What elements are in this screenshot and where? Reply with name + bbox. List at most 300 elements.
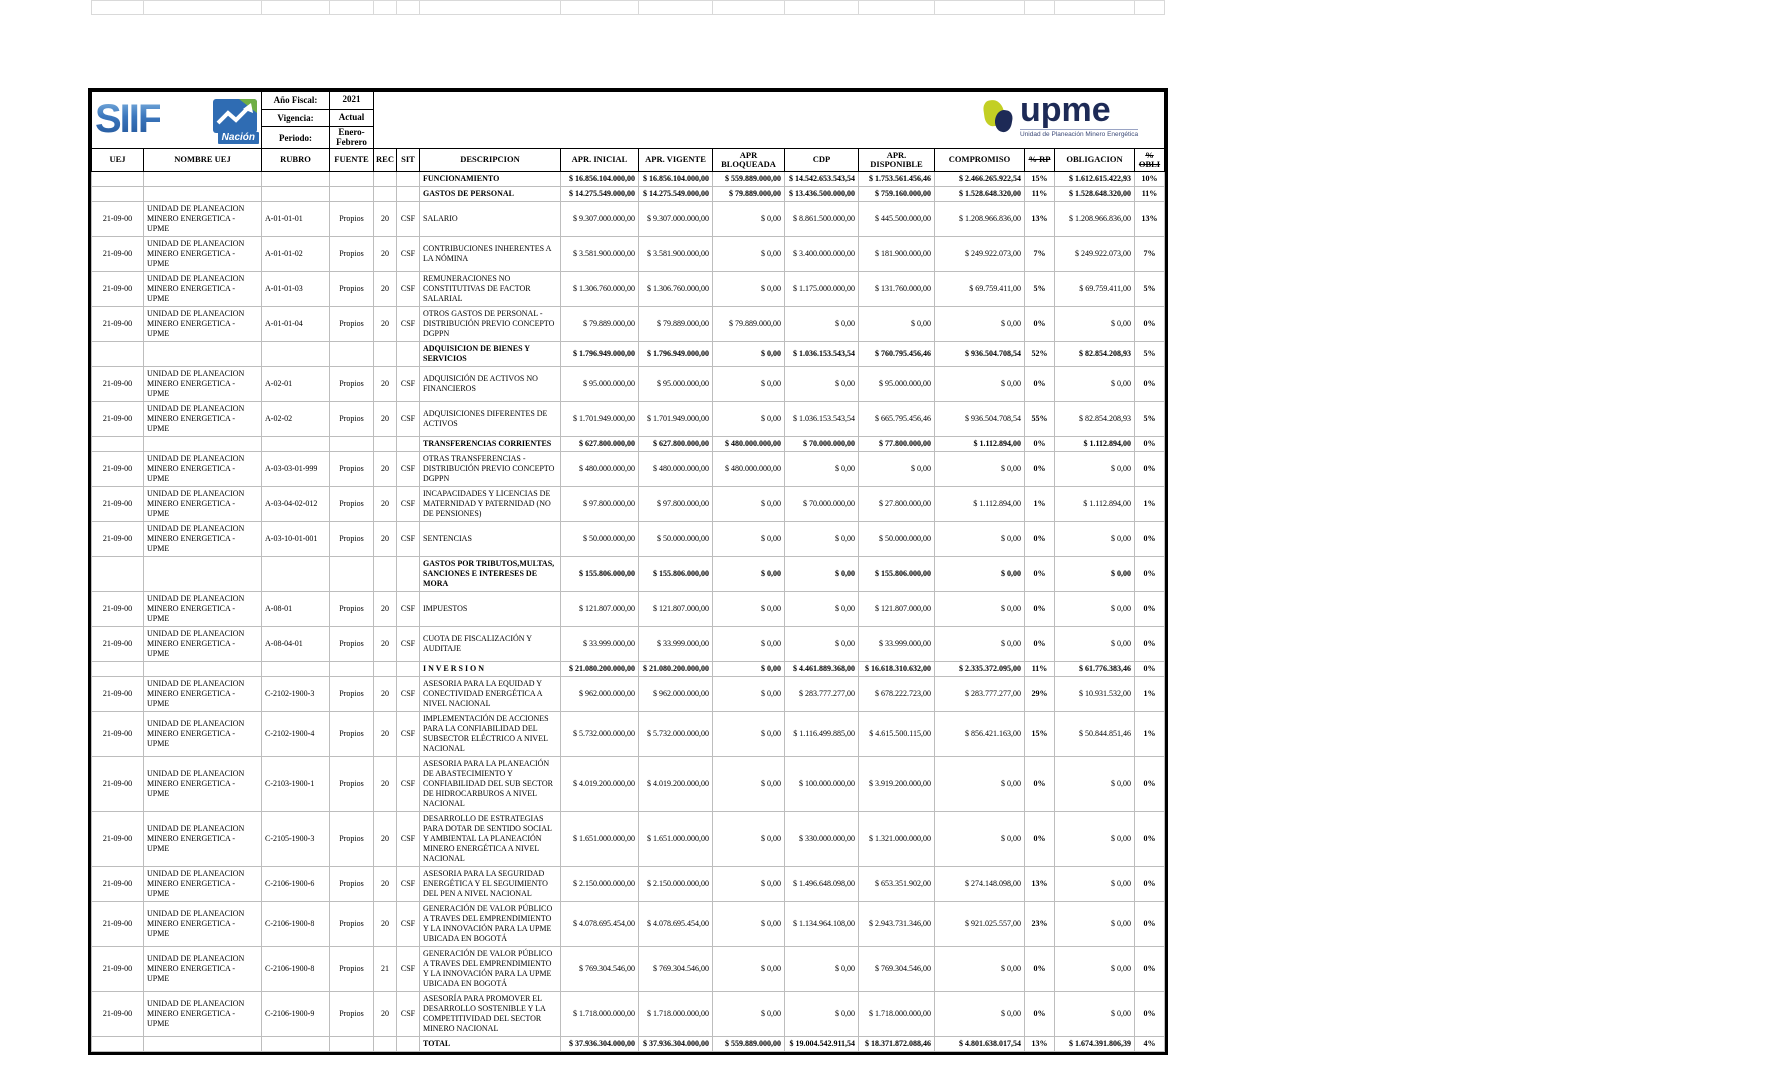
cell-pct-obli: 0% — [1135, 556, 1165, 591]
cell-descripcion: CONTRIBUCIONES INHERENTES A LA NÓMINA — [420, 236, 561, 271]
table-row — [92, 236, 1165, 271]
cell-apr-vigente: $ 21.080.200.000,00 — [639, 661, 713, 676]
cell-fuente: Propios — [330, 486, 374, 521]
column-header-nombre-uej: NOMBRE UEJ — [144, 149, 262, 172]
cell-cdp: $ 1.036.153.543,54 — [785, 341, 859, 366]
cell-descripcion: ASESORÍA PARA PROMOVER EL DESARROLLO SOSTENIBLE Y LA COMPETITIVIDAD DEL SECTOR MINERO NACIONAL — [420, 991, 561, 1036]
cell-descripcion: SALARIO — [420, 201, 561, 236]
cell-compromiso: $ 274.148.098,00 — [935, 866, 1025, 901]
cell-apr-inicial: $ 769.304.546,00 — [561, 946, 639, 991]
cell-fuente — [330, 661, 374, 676]
cell-apr-vigente: $ 9.307.000.000,00 — [639, 201, 713, 236]
cell-uej: 21-09-00 — [92, 366, 144, 401]
cell-apr-bloqueada: $ 0,00 — [713, 626, 785, 661]
cell-cdp: $ 1.496.648.098,00 — [785, 866, 859, 901]
cell-apr-disponible: $ 95.000.000,00 — [859, 366, 935, 401]
cell-pct-rp: 5% — [1025, 271, 1055, 306]
cell-apr-bloqueada: $ 0,00 — [713, 661, 785, 676]
cell-obligacion: $ 0,00 — [1055, 991, 1135, 1036]
column-header-obligacion: OBLIGACION — [1055, 149, 1135, 172]
cell-compromiso: $ 921.025.557,00 — [935, 901, 1025, 946]
cell-descripcion: GENERACIÓN DE VALOR PÚBLICO A TRAVES DEL EMPRENDIMIENTO Y LA INNOVACIÓN PARA LA UPME UBICADA EN BOGOTÁ — [420, 946, 561, 991]
table-row — [92, 591, 1165, 626]
empty-cell — [144, 1, 262, 15]
cell-apr-bloqueada: $ 559.889.000,00 — [713, 171, 785, 186]
cell-descripcion: GASTOS POR TRIBUTOS,MULTAS, SANCIONES E INTERESES DE MORA — [420, 556, 561, 591]
cell-rubro: C-2102-1900-4 — [262, 711, 330, 756]
empty-cell — [330, 1, 374, 15]
cell-rec: 20 — [374, 711, 397, 756]
empty-grid-row — [91, 0, 1165, 15]
cell-pct-rp: 0% — [1025, 811, 1055, 866]
cell-nombre-uej: UNIDAD DE PLANEACION MINERO ENERGETICA - UPME — [144, 521, 262, 556]
cell-pct-rp: 11% — [1025, 186, 1055, 201]
cell-rec — [374, 661, 397, 676]
cell-apr-disponible: $ 759.160.000,00 — [859, 186, 935, 201]
column-header-apr-inicial: APR. INICIAL — [561, 149, 639, 172]
cell-apr-disponible: $ 181.900.000,00 — [859, 236, 935, 271]
cell-apr-inicial: $ 97.800.000,00 — [561, 486, 639, 521]
cell-pct-rp: 15% — [1025, 711, 1055, 756]
cell-rubro: A-02-01 — [262, 366, 330, 401]
table-row — [92, 341, 1165, 366]
cell-apr-vigente: $ 480.000.000,00 — [639, 451, 713, 486]
periodo-value: Enero-Febrero — [330, 127, 374, 149]
cell-compromiso: $ 4.801.638.017,54 — [935, 1036, 1025, 1051]
cell-apr-disponible: $ 760.795.456,46 — [859, 341, 935, 366]
cell-cdp: $ 0,00 — [785, 521, 859, 556]
table-row — [92, 366, 1165, 401]
cell-cdp: $ 100.000.000,00 — [785, 756, 859, 811]
siif-logo-subtext: Nación — [218, 132, 259, 144]
cell-obligacion: $ 0,00 — [1055, 811, 1135, 866]
cell-cdp: $ 4.461.889.368,00 — [785, 661, 859, 676]
cell-cdp: $ 330.000.000,00 — [785, 811, 859, 866]
cell-rec: 20 — [374, 676, 397, 711]
cell-descripcion: OTRAS TRANSFERENCIAS - DISTRIBUCIÓN PREVIO CONCEPTO DGPPN — [420, 451, 561, 486]
cell-obligacion: $ 61.776.383,46 — [1055, 661, 1135, 676]
cell-pct-obli: 1% — [1135, 676, 1165, 711]
cell-cdp: $ 0,00 — [785, 451, 859, 486]
cell-fuente — [330, 171, 374, 186]
column-header-rec: REC — [374, 149, 397, 172]
cell-descripcion: IMPUESTOS — [420, 591, 561, 626]
cell-compromiso: $ 0,00 — [935, 811, 1025, 866]
cell-cdp: $ 0,00 — [785, 366, 859, 401]
cell-fuente: Propios — [330, 401, 374, 436]
cell-apr-bloqueada: $ 0,00 — [713, 236, 785, 271]
cell-pct-obli: 0% — [1135, 756, 1165, 811]
cell-fuente: Propios — [330, 946, 374, 991]
empty-cell — [785, 1, 859, 15]
cell-cdp: $ 14.542.653.543,54 — [785, 171, 859, 186]
cell-nombre-uej: UNIDAD DE PLANEACION MINERO ENERGETICA - UPME — [144, 811, 262, 866]
cell-pct-obli: 0% — [1135, 811, 1165, 866]
cell-cdp: $ 1.134.964.108,00 — [785, 901, 859, 946]
cell-nombre-uej: UNIDAD DE PLANEACION MINERO ENERGETICA - UPME — [144, 236, 262, 271]
cell-apr-inicial: $ 1.718.000.000,00 — [561, 991, 639, 1036]
cell-compromiso: $ 0,00 — [935, 306, 1025, 341]
cell-compromiso: $ 1.528.648.320,00 — [935, 186, 1025, 201]
cell-fuente: Propios — [330, 756, 374, 811]
cell-descripcion: INCAPACIDADES Y LICENCIAS DE MATERNIDAD Y PATERNIDAD (NO DE PENSIONES) — [420, 486, 561, 521]
cell-fuente: Propios — [330, 591, 374, 626]
cell-apr-inicial: $ 37.936.304.000,00 — [561, 1036, 639, 1051]
cell-apr-vigente: $ 4.019.200.000,00 — [639, 756, 713, 811]
cell-pct-obli: 5% — [1135, 401, 1165, 436]
cell-sit: CSF — [397, 676, 420, 711]
cell-apr-inicial: $ 4.078.695.454,00 — [561, 901, 639, 946]
cell-pct-obli: 4% — [1135, 1036, 1165, 1051]
cell-uej: 21-09-00 — [92, 451, 144, 486]
vigencia-label: Vigencia: — [262, 109, 330, 127]
cell-compromiso: $ 936.504.708,54 — [935, 341, 1025, 366]
cell-uej: 21-09-00 — [92, 991, 144, 1036]
cell-apr-bloqueada: $ 0,00 — [713, 946, 785, 991]
cell-pct-obli: 0% — [1135, 661, 1165, 676]
cell-pct-rp: 7% — [1025, 236, 1055, 271]
cell-pct-rp: 0% — [1025, 991, 1055, 1036]
cell-apr-vigente: $ 1.718.000.000,00 — [639, 991, 713, 1036]
cell-sit — [397, 341, 420, 366]
cell-fuente: Propios — [330, 366, 374, 401]
cell-apr-bloqueada: $ 0,00 — [713, 811, 785, 866]
cell-rubro — [262, 186, 330, 201]
cell-uej — [92, 341, 144, 366]
cell-compromiso: $ 0,00 — [935, 521, 1025, 556]
cell-rubro: A-03-03-01-999 — [262, 451, 330, 486]
cell-uej: 21-09-00 — [92, 626, 144, 661]
cell-rubro: C-2106-1900-8 — [262, 946, 330, 991]
cell-apr-bloqueada: $ 480.000.000,00 — [713, 451, 785, 486]
cell-apr-bloqueada: $ 0,00 — [713, 341, 785, 366]
vigencia-value: Actual — [330, 109, 374, 127]
cell-rec: 20 — [374, 991, 397, 1036]
cell-compromiso: $ 0,00 — [935, 591, 1025, 626]
table-row — [92, 186, 1165, 201]
cell-apr-vigente: $ 4.078.695.454,00 — [639, 901, 713, 946]
cell-apr-bloqueada: $ 0,00 — [713, 366, 785, 401]
cell-apr-vigente: $ 1.306.760.000,00 — [639, 271, 713, 306]
cell-compromiso: $ 0,00 — [935, 991, 1025, 1036]
cell-uej — [92, 171, 144, 186]
siif-nacion-logo — [93, 96, 261, 146]
cell-apr-vigente: $ 33.999.000,00 — [639, 626, 713, 661]
cell-compromiso: $ 249.922.073,00 — [935, 236, 1025, 271]
cell-apr-disponible: $ 678.222.723,00 — [859, 676, 935, 711]
cell-rubro: C-2106-1900-9 — [262, 991, 330, 1036]
table-row — [92, 866, 1165, 901]
cell-pct-obli: 0% — [1135, 901, 1165, 946]
cell-rubro: C-2106-1900-8 — [262, 901, 330, 946]
cell-obligacion: $ 0,00 — [1055, 366, 1135, 401]
cell-uej: 21-09-00 — [92, 756, 144, 811]
siif-logo-text: SIIF — [95, 94, 160, 144]
cell-pct-obli: 0% — [1135, 866, 1165, 901]
cell-cdp: $ 0,00 — [785, 946, 859, 991]
cell-rubro: A-08-04-01 — [262, 626, 330, 661]
cell-sit — [397, 661, 420, 676]
cell-pct-rp: 23% — [1025, 901, 1055, 946]
cell-obligacion: $ 0,00 — [1055, 946, 1135, 991]
cell-descripcion: GASTOS DE PERSONAL — [420, 186, 561, 201]
column-header-cdp: CDP — [785, 149, 859, 172]
cell-apr-inicial: $ 50.000.000,00 — [561, 521, 639, 556]
empty-cell — [713, 1, 785, 15]
cell-rubro: C-2105-1900-3 — [262, 811, 330, 866]
cell-descripcion: ASESORIA PARA LA PLANEACIÓN DE ABASTECIMIENTO Y CONFIABILIDAD DEL SUB SECTOR DE HIDROCARBUROS A NIVEL NACIONAL — [420, 756, 561, 811]
table-row — [92, 901, 1165, 946]
cell-cdp: $ 1.116.499.885,00 — [785, 711, 859, 756]
cell-compromiso: $ 1.208.966.836,00 — [935, 201, 1025, 236]
cell-obligacion: $ 0,00 — [1055, 591, 1135, 626]
cell-pct-rp: 0% — [1025, 451, 1055, 486]
cell-cdp: $ 1.175.000.000,00 — [785, 271, 859, 306]
cell-pct-rp: 0% — [1025, 756, 1055, 811]
cell-descripcion: TRANSFERENCIAS CORRIENTES — [420, 436, 561, 451]
cell-uej: 21-09-00 — [92, 236, 144, 271]
cell-apr-disponible: $ 121.807.000,00 — [859, 591, 935, 626]
empty-cell — [397, 1, 420, 15]
column-header-apr-bloqueada: APR BLOQUEADA — [713, 149, 785, 172]
cell-nombre-uej: UNIDAD DE PLANEACION MINERO ENERGETICA - UPME — [144, 201, 262, 236]
table-row — [92, 436, 1165, 451]
cell-pct-rp: 0% — [1025, 306, 1055, 341]
cell-rubro: A-03-10-01-001 — [262, 521, 330, 556]
cell-apr-bloqueada: $ 0,00 — [713, 556, 785, 591]
cell-pct-rp: 13% — [1025, 866, 1055, 901]
ano-fiscal-value: 2021 — [330, 92, 374, 110]
siif-chart-icon — [213, 99, 257, 133]
empty-cell — [1135, 1, 1165, 15]
table-row — [92, 521, 1165, 556]
cell-apr-vigente: $ 1.651.000.000,00 — [639, 811, 713, 866]
cell-uej: 21-09-00 — [92, 271, 144, 306]
cell-rec — [374, 171, 397, 186]
cell-rec: 20 — [374, 866, 397, 901]
cell-cdp: $ 0,00 — [785, 991, 859, 1036]
cell-sit: CSF — [397, 591, 420, 626]
cell-apr-bloqueada: $ 480.000.000,00 — [713, 436, 785, 451]
cell-apr-vigente: $ 1.701.949.000,00 — [639, 401, 713, 436]
cell-apr-inicial: $ 121.807.000,00 — [561, 591, 639, 626]
cell-cdp: $ 70.000.000,00 — [785, 436, 859, 451]
cell-apr-bloqueada: $ 0,00 — [713, 401, 785, 436]
cell-nombre-uej — [144, 341, 262, 366]
cell-apr-inicial: $ 21.080.200.000,00 — [561, 661, 639, 676]
cell-sit: CSF — [397, 271, 420, 306]
cell-sit: CSF — [397, 201, 420, 236]
cell-rubro — [262, 1036, 330, 1051]
cell-obligacion: $ 0,00 — [1055, 901, 1135, 946]
cell-compromiso: $ 1.112.894,00 — [935, 436, 1025, 451]
cell-nombre-uej: UNIDAD DE PLANEACION MINERO ENERGETICA - UPME — [144, 991, 262, 1036]
cell-descripcion: GENERACIÓN DE VALOR PÚBLICO A TRAVES DEL EMPRENDIMIENTO Y LA INNOVACIÓN PARA LA UPME UBICADA EN BOGOTÁ — [420, 901, 561, 946]
cell-obligacion: $ 1.612.615.422,93 — [1055, 171, 1135, 186]
cell-uej — [92, 661, 144, 676]
cell-nombre-uej: UNIDAD DE PLANEACION MINERO ENERGETICA - UPME — [144, 401, 262, 436]
cell-obligacion: $ 0,00 — [1055, 521, 1135, 556]
cell-apr-disponible: $ 0,00 — [859, 306, 935, 341]
cell-sit: CSF — [397, 306, 420, 341]
cell-apr-vigente: $ 16.856.104.000,00 — [639, 171, 713, 186]
cell-obligacion: $ 1.674.391.806,39 — [1055, 1036, 1135, 1051]
cell-apr-inicial: $ 962.000.000,00 — [561, 676, 639, 711]
cell-cdp: $ 19.004.542.911,54 — [785, 1036, 859, 1051]
table-row — [92, 556, 1165, 591]
cell-fuente — [330, 436, 374, 451]
cell-pct-obli: 0% — [1135, 591, 1165, 626]
cell-apr-bloqueada: $ 0,00 — [713, 901, 785, 946]
cell-uej — [92, 1036, 144, 1051]
cell-cdp: $ 8.861.500.000,00 — [785, 201, 859, 236]
cell-nombre-uej: UNIDAD DE PLANEACION MINERO ENERGETICA - UPME — [144, 486, 262, 521]
cell-apr-bloqueada: $ 0,00 — [713, 756, 785, 811]
cell-rec: 20 — [374, 401, 397, 436]
cell-nombre-uej: UNIDAD DE PLANEACION MINERO ENERGETICA - UPME — [144, 626, 262, 661]
cell-obligacion: $ 0,00 — [1055, 556, 1135, 591]
cell-apr-disponible: $ 1.321.000.000,00 — [859, 811, 935, 866]
cell-apr-disponible: $ 769.304.546,00 — [859, 946, 935, 991]
cell-pct-rp: 55% — [1025, 401, 1055, 436]
cell-apr-inicial: $ 627.800.000,00 — [561, 436, 639, 451]
cell-descripcion: OTROS GASTOS DE PERSONAL - DISTRIBUCIÓN PREVIO CONCEPTO DGPPN — [420, 306, 561, 341]
table-row — [92, 756, 1165, 811]
cell-apr-inicial: $ 1.796.949.000,00 — [561, 341, 639, 366]
cell-pct-obli: 5% — [1135, 341, 1165, 366]
cell-fuente: Propios — [330, 866, 374, 901]
cell-obligacion: $ 1.112.894,00 — [1055, 436, 1135, 451]
cell-rec: 20 — [374, 201, 397, 236]
cell-apr-disponible: $ 18.371.872.088,46 — [859, 1036, 935, 1051]
cell-compromiso: $ 2.335.372.095,00 — [935, 661, 1025, 676]
table-row — [92, 486, 1165, 521]
cell-fuente: Propios — [330, 306, 374, 341]
cell-rubro: A-01-01-01 — [262, 201, 330, 236]
cell-apr-vigente: $ 121.807.000,00 — [639, 591, 713, 626]
cell-pct-obli: 0% — [1135, 991, 1165, 1036]
cell-apr-vigente: $ 627.800.000,00 — [639, 436, 713, 451]
cell-rubro: A-08-01 — [262, 591, 330, 626]
cell-apr-disponible: $ 77.800.000,00 — [859, 436, 935, 451]
cell-fuente: Propios — [330, 991, 374, 1036]
cell-descripcion: TOTAL — [420, 1036, 561, 1051]
cell-pct-rp: 0% — [1025, 591, 1055, 626]
cell-fuente — [330, 1036, 374, 1051]
cell-obligacion: $ 249.922.073,00 — [1055, 236, 1135, 271]
cell-rec: 20 — [374, 811, 397, 866]
cell-nombre-uej: UNIDAD DE PLANEACION MINERO ENERGETICA - UPME — [144, 306, 262, 341]
cell-pct-rp: 0% — [1025, 521, 1055, 556]
cell-obligacion: $ 82.854.208,93 — [1055, 341, 1135, 366]
cell-pct-obli: 0% — [1135, 946, 1165, 991]
cell-apr-inicial: $ 9.307.000.000,00 — [561, 201, 639, 236]
cell-rubro — [262, 661, 330, 676]
cell-uej: 21-09-00 — [92, 711, 144, 756]
column-header-sit: SIT — [397, 149, 420, 172]
cell-sit: CSF — [397, 626, 420, 661]
cell-rec: 20 — [374, 271, 397, 306]
cell-nombre-uej: UNIDAD DE PLANEACION MINERO ENERGETICA - UPME — [144, 901, 262, 946]
table-row — [92, 676, 1165, 711]
cell-nombre-uej — [144, 171, 262, 186]
table-row — [92, 451, 1165, 486]
cell-pct-obli: 0% — [1135, 451, 1165, 486]
cell-apr-bloqueada: $ 79.889.000,00 — [713, 306, 785, 341]
cell-apr-disponible: $ 33.999.000,00 — [859, 626, 935, 661]
cell-sit: CSF — [397, 991, 420, 1036]
cell-rubro: A-02-02 — [262, 401, 330, 436]
cell-fuente: Propios — [330, 201, 374, 236]
cell-nombre-uej: UNIDAD DE PLANEACION MINERO ENERGETICA - UPME — [144, 946, 262, 991]
cell-apr-bloqueada: $ 0,00 — [713, 486, 785, 521]
cell-apr-vigente: $ 79.889.000,00 — [639, 306, 713, 341]
cell-apr-disponible: $ 27.800.000,00 — [859, 486, 935, 521]
cell-apr-vigente: $ 50.000.000,00 — [639, 521, 713, 556]
table-row — [92, 201, 1165, 236]
cell-descripcion: ADQUISICIONES DIFERENTES DE ACTIVOS — [420, 401, 561, 436]
cell-compromiso: $ 0,00 — [935, 556, 1025, 591]
column-header-apr-disponible: APR. DISPONIBLE — [859, 149, 935, 172]
cell-compromiso: $ 1.112.894,00 — [935, 486, 1025, 521]
cell-uej: 21-09-00 — [92, 486, 144, 521]
cell-rubro — [262, 341, 330, 366]
cell-sit: CSF — [397, 401, 420, 436]
cell-compromiso: $ 0,00 — [935, 451, 1025, 486]
cell-uej — [92, 556, 144, 591]
column-header-compromiso: COMPROMISO — [935, 149, 1025, 172]
siif-logo-cell — [92, 92, 262, 149]
cell-cdp: $ 70.000.000,00 — [785, 486, 859, 521]
cell-apr-inicial: $ 79.889.000,00 — [561, 306, 639, 341]
empty-cell — [639, 1, 713, 15]
cell-fuente: Propios — [330, 811, 374, 866]
cell-descripcion: FUNCIONAMIENTO — [420, 171, 561, 186]
empty-cell — [935, 1, 1025, 15]
cell-compromiso: $ 856.421.163,00 — [935, 711, 1025, 756]
cell-descripcion: ADQUISICION DE BIENES Y SERVICIOS — [420, 341, 561, 366]
cell-uej — [92, 436, 144, 451]
cell-nombre-uej: UNIDAD DE PLANEACION MINERO ENERGETICA - UPME — [144, 451, 262, 486]
cell-apr-disponible: $ 1.718.000.000,00 — [859, 991, 935, 1036]
cell-rec: 20 — [374, 306, 397, 341]
cell-pct-rp: 0% — [1025, 626, 1055, 661]
empty-cell — [1055, 1, 1135, 15]
cell-apr-inicial: $ 155.806.000,00 — [561, 556, 639, 591]
table-row — [92, 991, 1165, 1036]
cell-compromiso: $ 0,00 — [935, 756, 1025, 811]
cell-apr-vigente: $ 1.796.949.000,00 — [639, 341, 713, 366]
cell-apr-vigente: $ 14.275.549.000,00 — [639, 186, 713, 201]
cell-uej: 21-09-00 — [92, 811, 144, 866]
cell-sit: CSF — [397, 756, 420, 811]
cell-uej: 21-09-00 — [92, 676, 144, 711]
cell-apr-disponible: $ 155.806.000,00 — [859, 556, 935, 591]
cell-rec: 21 — [374, 946, 397, 991]
cell-apr-disponible: $ 0,00 — [859, 451, 935, 486]
cell-sit — [397, 436, 420, 451]
cell-uej: 21-09-00 — [92, 306, 144, 341]
cell-rec — [374, 1036, 397, 1051]
cell-uej: 21-09-00 — [92, 901, 144, 946]
cell-descripcion: I N V E R S I O N — [420, 661, 561, 676]
cell-apr-inicial: $ 480.000.000,00 — [561, 451, 639, 486]
cell-sit — [397, 186, 420, 201]
cell-apr-inicial: $ 5.732.000.000,00 — [561, 711, 639, 756]
cell-cdp: $ 13.436.500.000,00 — [785, 186, 859, 201]
cell-descripcion: ASESORIA PARA LA SEGURIDAD ENERGÉTICA Y EL SEGUIMIENTO DEL PEN A NIVEL NACIONAL — [420, 866, 561, 901]
column-header-uej: UEJ — [92, 149, 144, 172]
